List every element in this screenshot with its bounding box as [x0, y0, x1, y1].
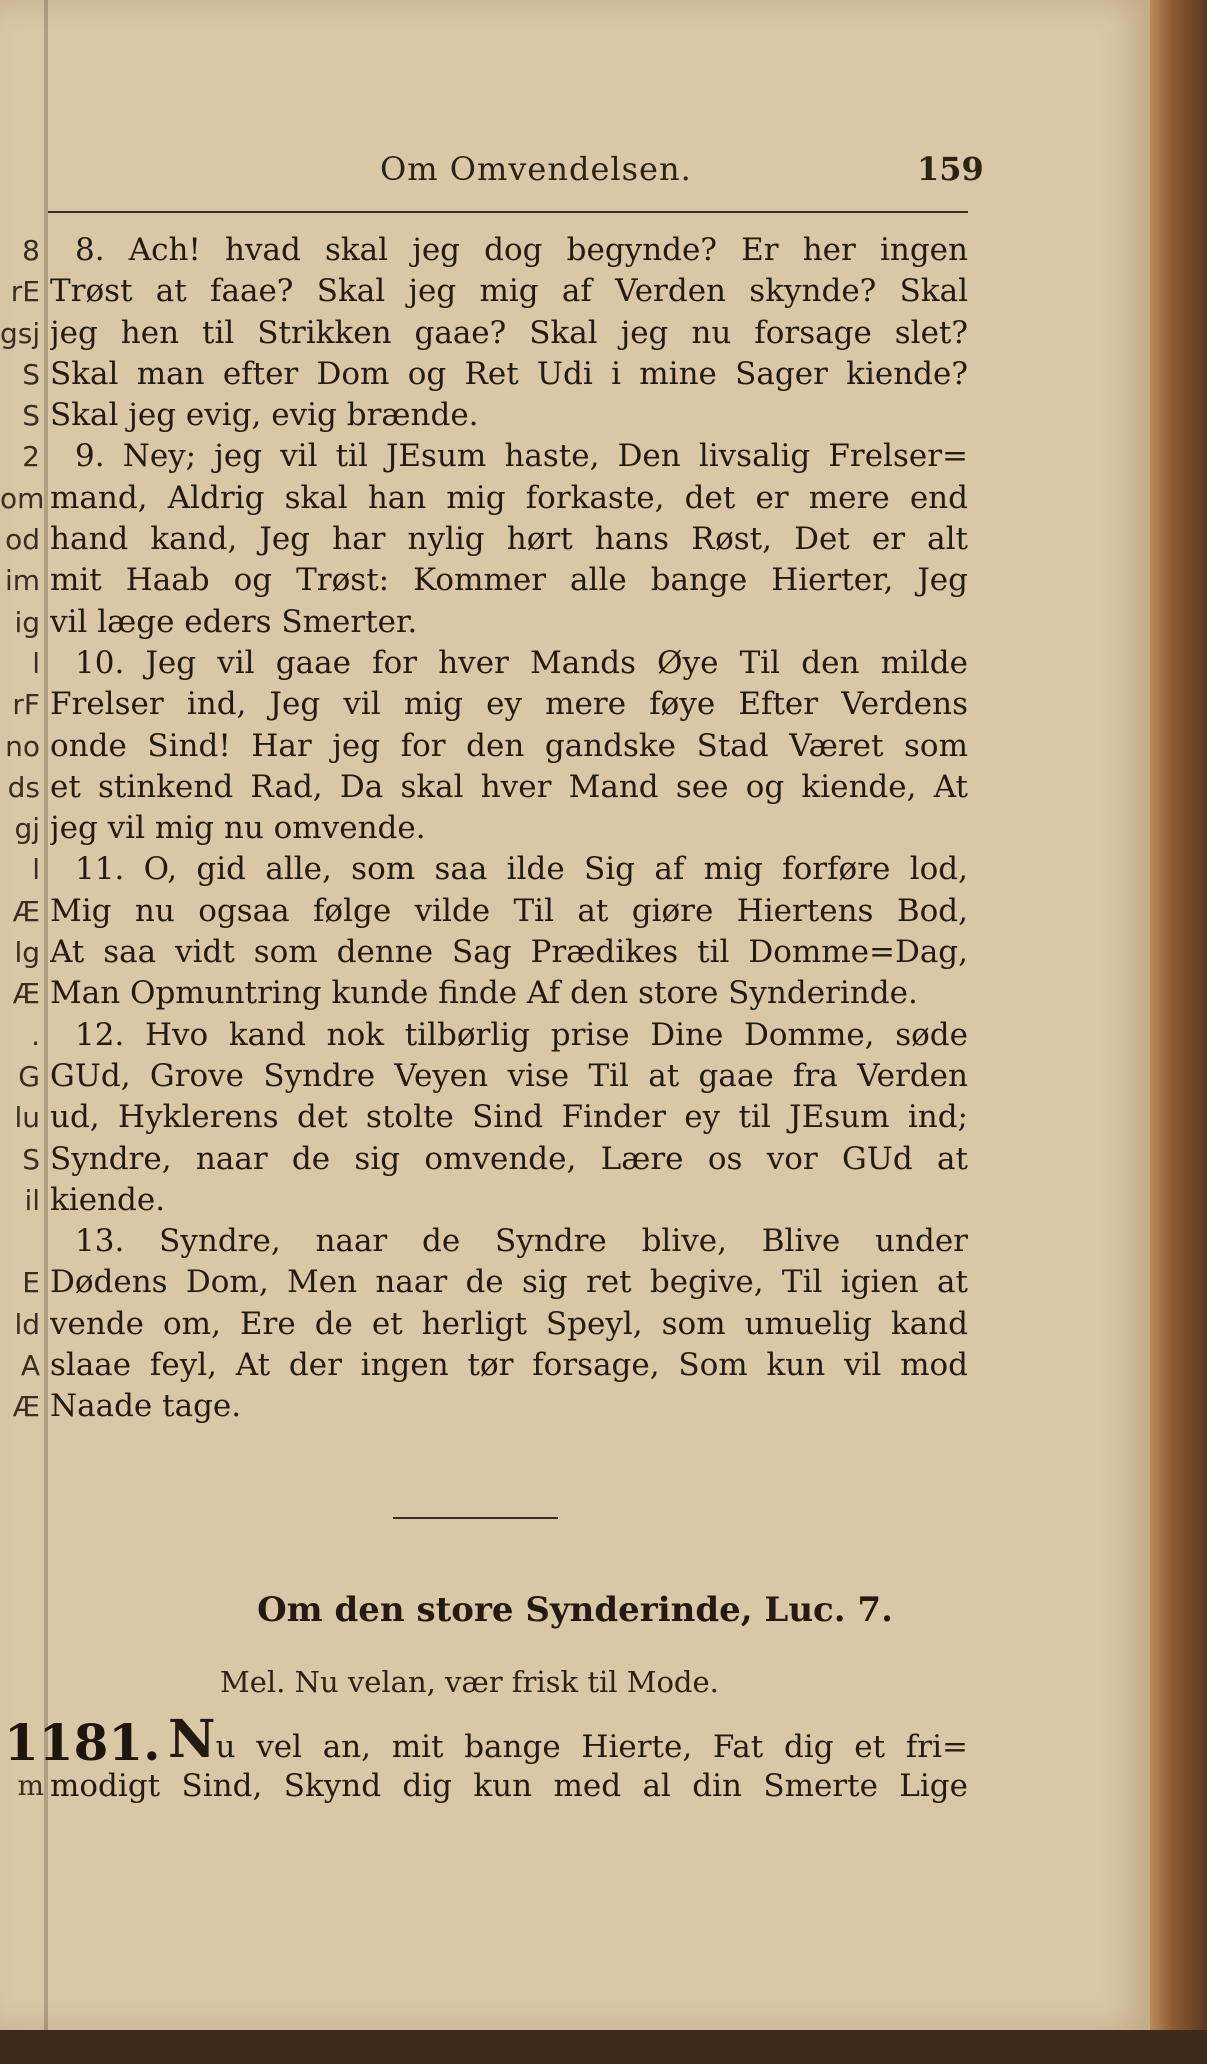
text-line: ud, Hyklerens det stolte Sind Finder ey til JEsum ind; [50, 1099, 968, 1136]
margin-fragment: no [5, 729, 40, 763]
margin-fragment: . [31, 1018, 40, 1052]
margin-fragment: il [24, 1183, 40, 1217]
margin-fragment: A [20, 1349, 40, 1383]
verse-text-block [50, 230, 968, 1428]
margin-fragment: l [32, 853, 40, 887]
drop-cap: N [168, 1709, 216, 1770]
text-line: jeg vil mig nu omvende. [50, 810, 426, 847]
margin-fragment: Æ [12, 894, 40, 928]
margin-fragment: m [17, 1769, 44, 1802]
text-line: 8. Ach! hvad skal jeg dog begynde? Er her ingen [75, 232, 968, 268]
text-line: At saa vidt som denne Sag Prædikes til Domme=Dag, [50, 934, 968, 971]
header-rule [48, 211, 968, 213]
text-line: kiende. [50, 1181, 166, 1218]
text-line: 11. O, gid alle, som saa ilde Sig af mig forføre lod, [75, 851, 968, 888]
margin-fragment: rE [10, 275, 40, 309]
margin-fragment: od [5, 523, 40, 557]
text-line: 13. Syndre, naar de Syndre blive, Blive under [75, 1223, 968, 1260]
running-head: Om Omvendelsen. [380, 150, 692, 188]
text-line: Naade tage. [50, 1388, 242, 1425]
book-bottom-edge [0, 2030, 1207, 2064]
hymn-second-line: modigt Sind, Skynd dig kun med al din Smerte Lige [50, 1768, 968, 1804]
margin-fragment: l [32, 646, 40, 680]
text-line: mit Haab og Trøst: Kommer alle bange Hierter, Jeg [50, 562, 968, 599]
margin-fragment: S [22, 399, 40, 433]
melody-line: Mel. Nu velan, vær frisk til Mode. [220, 1665, 719, 1699]
margin-fragment: 2 [22, 440, 40, 474]
hymn-number: 1181. [4, 1713, 161, 1772]
margin-fragment: Æ [12, 977, 40, 1011]
text-line: Skal man efter Dom og Ret Udi i mine Sager kiende? [50, 355, 968, 392]
text-line: hand kand, Jeg har nylig hørt hans Røst, Det er alt [50, 521, 968, 558]
text-line: 10. Jeg vil gaae for hver Mands Øye Til den milde [75, 644, 968, 681]
text-line: et stinkend Rad, Da skal hver Mand see og kiende, At [50, 768, 968, 805]
page-edge [1150, 0, 1207, 2064]
hymn-first-line-text: u vel an, mit bange Hierte, Fat dig et fri= [215, 1729, 968, 1765]
margin-fragment: ig [14, 605, 40, 639]
page-number: 159 [917, 150, 984, 188]
text-line: 12. Hvo kand nok tilbørlig prise Dine Domme, søde [75, 1016, 968, 1053]
margin-fragment: om [0, 481, 44, 515]
margin-fragment: gsj [0, 316, 41, 350]
facing-page-margin [0, 230, 44, 1428]
text-line: Syndre, naar de sig omvende, Lære os vor GUd at [50, 1140, 968, 1177]
text-line: vil læge eders Smerter. [50, 603, 418, 640]
margin-fragment [0, 1221, 44, 1262]
margin-fragment: gj [14, 812, 40, 846]
text-line: Dødens Dom, Men naar de sig ret begive, Til igien at [50, 1264, 968, 1301]
text-line: Mig nu ogsaa følge vilde Til at giøre Hiertens Bod, [50, 892, 968, 929]
margin-fragment: Æ [12, 1390, 40, 1424]
text-line: vende om, Ere de et herligt Speyl, som umuelig kand [50, 1305, 968, 1342]
text-line: Skal jeg evig, evig brænde. [50, 397, 479, 434]
hymn-first-line [168, 1709, 968, 1770]
margin-fragment: ds [7, 770, 40, 804]
margin-fragment: lg [14, 936, 40, 970]
hymn-title: Om den store Synderinde, Luc. 7. [257, 1590, 893, 1630]
margin-fragment: ld [14, 1307, 40, 1341]
margin-fragment: G [18, 1059, 40, 1093]
margin-fragment: rF [12, 688, 40, 722]
margin-fragment: lu [14, 1101, 40, 1135]
text-line: Trøst at faae? Skal jeg mig af Verden skynde? Skal [50, 273, 968, 310]
margin-fragment: 8 [22, 234, 40, 267]
text-line: onde Sind! Har jeg for den gandske Stad Været som [50, 727, 968, 764]
text-line: 9. Ney; jeg vil til JEsum haste, Den livsalig Frelser= [75, 438, 968, 475]
text-line: Frelser ind, Jeg vil mig ey mere føye Efter Verdens [50, 686, 968, 723]
text-line: jeg hen til Strikken gaae? Skal jeg nu forsage slet? [50, 314, 968, 351]
margin-fragment: S [22, 1142, 40, 1176]
text-line: Man Opmuntring kunde finde Af den store Synderinde. [50, 975, 918, 1012]
margin-fragment: S [22, 357, 40, 391]
margin-fragment: E [22, 1266, 40, 1300]
section-divider [393, 1517, 558, 1519]
text-line: GUd, Grove Syndre Veyen vise Til at gaae fra Verden [50, 1057, 968, 1094]
margin-fragment: im [4, 564, 40, 598]
text-line: slaae feyl, At der ingen tør forsage, Som kun vil mod [50, 1347, 968, 1384]
text-line: mand, Aldrig skal han mig forkaste, det er mere end [50, 479, 968, 516]
